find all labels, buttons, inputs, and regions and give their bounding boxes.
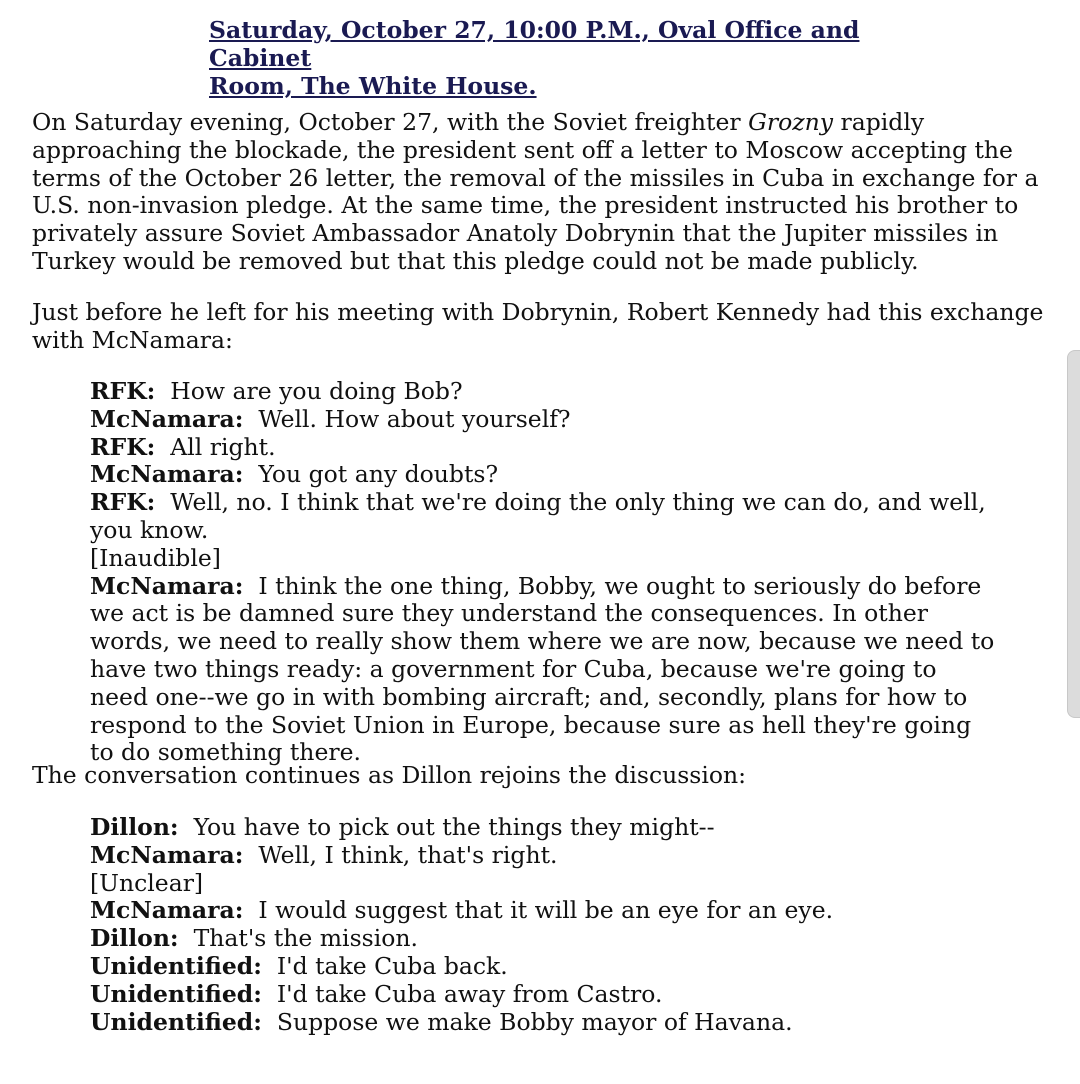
dialogue-line [90,953,995,981]
dialogue-text: You have to pick out the things they might-- [193,813,715,841]
dialogue-line [90,814,995,842]
dialogue-text: I would suggest that it will be an eye for an eye. [258,896,834,925]
speaker-label: RFK: [90,488,156,517]
speaker-label: RFK: [90,377,156,405]
speaker-label: McNamara: [90,840,244,869]
dialogue-line [90,981,995,1009]
dialogue-line [90,925,995,953]
dialogue-text: I'd take Cuba away from Castro. [276,979,663,1008]
stage-note: [Unclear] [90,868,204,897]
dialogue-line [90,573,995,768]
speaker-label: Dillon: [90,924,179,953]
dialogue-text: Well, I think, that's right. [258,840,558,869]
continuation-paragraph: The conversation continues as Dillon rejoins the discussion: [32,761,747,789]
intro-text-before: On Saturday evening, October 27, with the Soviet freighter [32,108,749,136]
dialogue-text: Well. How about yourself? [258,404,571,433]
dialogue-line [90,842,995,870]
dialogue-text: You got any doubts? [258,460,499,489]
dialogue-line [90,1009,995,1037]
ship-name: Grozny [748,108,834,136]
speaker-label: McNamara: [90,404,244,433]
dialogue-text: I'd take Cuba back. [276,951,508,980]
dialogue-text: I think the one thing, Bobby, we ought to seriously do before we act is be damned sure they understand the consequences. In other words, we need to really show them where we are now, because we need to have two things ready: a government for Cuba, because we're going to need one--we go in with bombing aircraft; and, secondly, plans for how to respond to the Soviet Union in Europe, because sure as hell they're going to do something there. [90,571,995,767]
dialogue-line [90,434,995,462]
intro-paragraph [32,109,1062,276]
speaker-label: RFK: [90,432,156,461]
speaker-label: Dillon: [90,813,179,841]
stage-note: [Inaudible] [90,543,221,572]
section-heading-link[interactable] [209,16,929,100]
heading-line-1[interactable]: Saturday, October 27, 10:00 P.M., Oval Office and Cabinet [209,16,860,72]
dialogue-text: Suppose we make Bobby mayor of Havana. [276,1007,793,1036]
dialogue-text: All right. [170,432,276,461]
dialogue-text: How are you doing Bob? [170,377,463,405]
speaker-label: McNamara: [90,460,244,489]
dialogue-line [90,378,995,406]
intro-text-after: rapidly approaching the blockade, the president sent off a letter to Moscow accepting the terms of the October 26 letter, the removal of the missiles in Cuba in exchange for a U.S. non-invasion pledge. At the same time, the president instructed his brother to privately assure Soviet Ambassador Anatoly Dobrynin that the Jupiter missiles in Turkey would be removed but that this pledge could not be made publicly. [32,108,1039,275]
dialogue-line [90,489,995,545]
dialogue-block-1 [90,378,995,767]
speaker-label: Unidentified: [90,1007,262,1036]
speaker-label: Unidentified: [90,951,262,980]
exchange-intro-paragraph: Just before he left for his meeting with Dobrynin, Robert Kennedy had this exchange with McNamara: [32,298,1044,354]
speaker-label: McNamara: [90,896,244,925]
heading-line-2[interactable]: Room, The White House. [209,72,537,100]
vertical-scrollbar[interactable] [1067,350,1080,718]
dialogue-block-2 [90,814,995,1036]
dialogue-text: Well, no. I think that we're doing the only thing we can do, and well, you know. [90,488,986,544]
dialogue-text: That's the mission. [193,924,418,953]
speaker-label: Unidentified: [90,979,262,1008]
speaker-label: McNamara: [90,571,244,600]
dialogue-line [90,406,995,434]
dialogue-line [90,461,995,489]
dialogue-line [90,897,995,925]
